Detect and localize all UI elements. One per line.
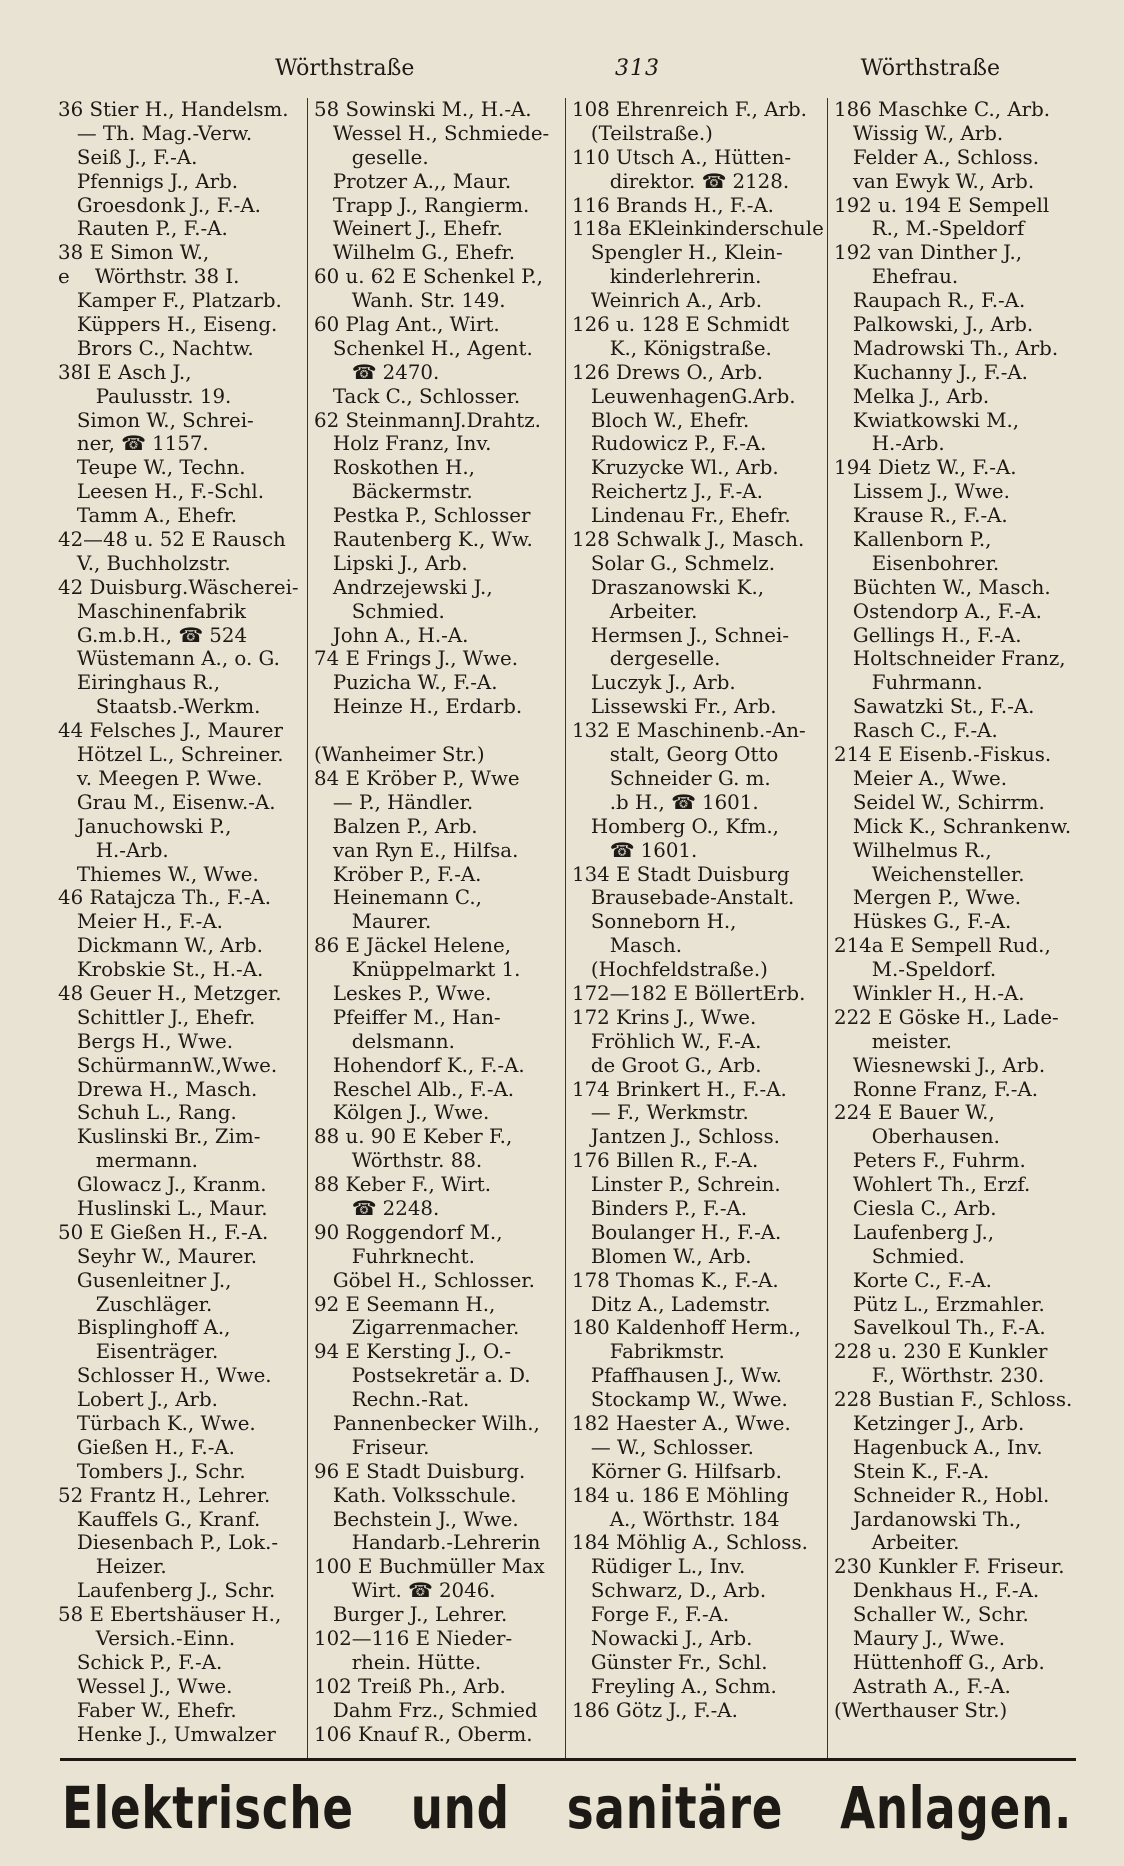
directory-entry-line: 174 Brinkert H., F.-A.	[572, 1077, 787, 1101]
directory-entry-line: Wessel H., Schmiede-	[314, 121, 550, 145]
directory-entry-line: Lindenau Fr., Ehefr.	[572, 504, 791, 528]
directory-entry-line: dergeselle.	[572, 647, 721, 671]
directory-entry-line: 44 Felsches J., Maurer	[58, 719, 283, 743]
directory-entry-line: Ketzinger J., Arb.	[834, 1411, 1025, 1435]
directory-entry-line: Groesdonk J., F.-A.	[58, 193, 261, 217]
directory-entry-line: Heizer.	[58, 1555, 167, 1579]
directory-entry-line: 116 Brands H., F.-A.	[572, 193, 774, 217]
directory-entry-line: Stein K., F.-A.	[834, 1459, 990, 1483]
directory-entry-line: Tack C., Schlosser.	[314, 384, 521, 408]
directory-entry-line: 58 Sowinski M., H.-A.	[314, 98, 532, 121]
directory-entry-line: 186 Maschke C., Arb.	[834, 98, 1051, 121]
directory-entry-line: 230 Kunkler F. Friseur.	[834, 1555, 1065, 1579]
directory-entry-line: H.-Arb.	[834, 432, 945, 456]
bottom-divider	[60, 1758, 1076, 1761]
directory-entry-line: Gießen H., F.-A.	[58, 1435, 235, 1459]
directory-entry-line: Fröhlich W., F.-A.	[572, 1029, 762, 1053]
directory-entry-line: Dahm Frz., Schmied	[314, 1698, 538, 1722]
directory-entry-line: van Ryn E., Hilfsa.	[314, 838, 519, 862]
directory-entry-line: Arbeiter.	[572, 599, 698, 623]
directory-entry-line: 178 Thomas K., F.-A.	[572, 1268, 779, 1292]
directory-entry-line: Seiß J., F.-A.	[58, 145, 198, 169]
directory-entry-line: 134 E Stadt Duisburg	[572, 862, 790, 886]
directory-entry-line: 186 Götz J., F.-A.	[572, 1698, 738, 1722]
directory-entry-line: Weichensteller.	[834, 862, 1025, 886]
header-right-street: Wörthstraße	[860, 55, 1000, 81]
directory-entry-line: Kamper F., Platzarb.	[58, 289, 282, 313]
directory-entry-line: Winkler H., H.-A.	[834, 981, 1025, 1005]
directory-entry-line: ner, ☎ 1157.	[58, 432, 209, 456]
directory-entry-line: Versich.-Einn.	[58, 1627, 236, 1650]
directory-entry-line: Eisenbohrer.	[834, 551, 1000, 575]
directory-entry-line: Wissig W., Arb.	[834, 121, 1004, 145]
directory-entry-line: Freyling A., Schm.	[572, 1674, 777, 1698]
directory-entry-line: Spengler H., Klein-	[572, 241, 783, 265]
directory-entry-line: Korte C., F.-A.	[834, 1268, 992, 1292]
directory-entry-line: Gusenleitner J.,	[58, 1268, 232, 1292]
directory-entry-line: Pfennigs J., Arb.	[58, 169, 239, 193]
directory-entry-line: Hermsen J., Schnei-	[572, 623, 790, 647]
directory-entry-line: Zuschläger.	[58, 1292, 213, 1316]
directory-entry-line: Kwiatkowski M.,	[834, 408, 1020, 432]
directory-entry-line: Glowacz J., Kranm.	[58, 1173, 267, 1197]
ad-word-2: und	[410, 1774, 510, 1842]
directory-entry-line: Pestka P., Schlosser	[314, 504, 531, 528]
directory-entry-line: 108 Ehrenreich F., Arb.	[572, 98, 807, 121]
directory-entry-line: Diesenbach P., Lok.-	[58, 1531, 279, 1555]
directory-entry-line: Palkowski, J., Arb.	[834, 313, 1034, 337]
directory-entry-line: Hagenbuck A., Inv.	[834, 1435, 1043, 1459]
directory-entry-line: 74 E Frings J., Wwe.	[314, 647, 519, 671]
directory-entry-line: 194 Dietz W., F.-A.	[834, 456, 1017, 480]
directory-entry-line: Tamm A., Ehefr.	[58, 504, 238, 528]
ad-word-4: Anlagen.	[840, 1774, 1073, 1842]
directory-entry-line: Linster P., Schrein.	[572, 1173, 781, 1197]
directory-entry-line: Wessel J., Wwe.	[58, 1674, 233, 1698]
directory-entry-line: Sawatzki St., F.-A.	[834, 695, 1035, 719]
directory-entry-line: 94 E Kersting J., O.-	[314, 1340, 511, 1364]
directory-entry-line: Pannenbecker Wilh.,	[314, 1411, 540, 1435]
directory-entry-line: Brors C., Nachtw.	[58, 336, 254, 360]
directory-entry-line: 214 E Eisenb.-Fiskus.	[834, 743, 1052, 767]
directory-entry-line: Rudowicz P., F.-A.	[572, 432, 767, 456]
directory-entry-line: Ditz A., Lademstr.	[572, 1292, 771, 1316]
directory-entry-line: Schittler J., Ehefr.	[58, 1005, 256, 1029]
directory-entry-line: Bergs H., Wwe.	[58, 1029, 234, 1053]
directory-entry-line: Fuhrmann.	[834, 671, 983, 695]
directory-entry-line: meister.	[834, 1029, 952, 1053]
directory-entry-line: V., Buchholzstr.	[58, 551, 231, 575]
directory-entry-line: Göbel H., Schlosser.	[314, 1268, 535, 1292]
directory-entry-line: Mick K., Schrankenw.	[834, 814, 1072, 838]
directory-entry-line: Rasch C., F.-A.	[834, 719, 998, 743]
directory-entry-line: (Wanheimer Str.)	[314, 743, 485, 767]
directory-entry-line: Ciesla C., Arb.	[834, 1196, 997, 1220]
directory-entry-line: 90 Roggendorf M.,	[314, 1220, 503, 1244]
directory-entry-line: Paulusstr. 19.	[58, 384, 232, 408]
directory-entry-line: — Th. Mag.-Verw.	[58, 121, 253, 145]
directory-entry-line: Wilhelm G., Ehefr.	[314, 241, 516, 265]
directory-entry-line: G.m.b.H., ☎ 524	[58, 623, 248, 647]
directory-entry-line: Büchten W., Masch.	[834, 575, 1051, 599]
directory-entry-line: 48 Geuer H., Metzger.	[58, 981, 282, 1005]
directory-entry-line: H.-Arb.	[58, 838, 169, 862]
directory-entry-line: Melka J., Arb.	[834, 384, 990, 408]
directory-entry-line: Homberg O., Kfm.,	[572, 814, 779, 838]
directory-entry-line: Laufenberg J.,	[834, 1220, 995, 1244]
directory-entry-line: .b H., ☎ 1601.	[572, 790, 759, 814]
directory-entry-line: 126 Drews O., Arb.	[572, 360, 764, 384]
directory-entry-line: Schick P., F.-A.	[58, 1650, 223, 1674]
directory-entry-line: Thiemes W., Wwe.	[58, 862, 259, 886]
directory-entry-line: Staatsb.-Werkm.	[58, 695, 261, 719]
directory-entry-line: Seyhr W., Maurer.	[58, 1244, 258, 1268]
directory-entry-line: 214a E Sempell Rud.,	[834, 934, 1051, 958]
directory-entry-line: 110 Utsch A., Hütten-	[572, 145, 792, 169]
directory-entry-line: mermann.	[58, 1149, 198, 1173]
directory-entry-line: Wirt. ☎ 2046.	[314, 1579, 496, 1603]
directory-entry-line: Wüstemann A., o. G.	[58, 647, 280, 671]
directory-entry-line: Lissewski Fr., Arb.	[572, 695, 777, 719]
directory-entry-line: 182 Haester A., Wwe.	[572, 1411, 791, 1435]
directory-entry-line: 38I E Asch J.,	[58, 360, 192, 384]
column-3	[566, 98, 828, 1758]
directory-entry-line: Maschinenfabrik	[58, 599, 246, 623]
directory-entry-line: Savelkoul Th., F.-A.	[834, 1316, 1046, 1340]
directory-entry-line: A., Wörthstr. 184	[572, 1507, 780, 1531]
directory-entry-line: 106 Knauf R., Oberm.	[314, 1722, 533, 1746]
directory-entry-line: 128 Schwalk J., Masch.	[572, 528, 805, 552]
directory-entry-line: Eiringhaus R.,	[58, 671, 220, 695]
directory-entry-line: Tombers J., Schr.	[58, 1459, 246, 1483]
directory-entry-line: Ronne Franz, F.-A.	[834, 1077, 1039, 1101]
directory-entry-line: 228 Bustian F., Schloss.	[834, 1388, 1073, 1412]
directory-entry-line: Eisenträger.	[58, 1340, 219, 1364]
directory-entry-line: Schlosser H., Wwe.	[58, 1364, 272, 1388]
directory-entry-line: Ehefrau.	[834, 265, 959, 289]
directory-entry-line: — P., Händler.	[314, 790, 474, 814]
directory-entry-line: 86 E Jäckel Helene,	[314, 934, 512, 958]
directory-entry-line: Rautenberg K., Ww.	[314, 528, 533, 552]
directory-entry-line: Seidel W., Schirrm.	[834, 790, 1045, 814]
directory-entry-line: Meier A., Wwe.	[834, 766, 1008, 790]
directory-entry-line: Peters F., Fuhrm.	[834, 1149, 1026, 1173]
directory-entry-line: Krause R., F.-A.	[834, 504, 1008, 528]
directory-entry-line: Knüppelmarkt 1.	[314, 958, 521, 982]
directory-entry-line: Wilhelmus R.,	[834, 838, 992, 862]
directory-entry-line: Astrath A., F.-A.	[834, 1674, 1011, 1698]
directory-entry-line: delsmann.	[314, 1029, 455, 1053]
directory-entry-line: 58 E Ebertshäuser H.,	[58, 1603, 282, 1627]
column-2	[308, 98, 566, 1758]
directory-entry-line: Nowacki J., Arb.	[572, 1627, 753, 1650]
directory-entry-line: K., Königstraße.	[572, 336, 772, 360]
page-number: 313	[615, 55, 660, 81]
directory-entry-line: Puzicha W., F.-A.	[314, 671, 498, 695]
directory-entry-line: Felder A., Schloss.	[834, 145, 1039, 169]
directory-entry-line: de Groot G., Arb.	[572, 1053, 762, 1077]
column-4	[828, 98, 1076, 1758]
directory-entry-line: Sonneborn H.,	[572, 910, 737, 934]
header-left-street: Wörthstraße	[275, 55, 415, 81]
directory-entry-line: Madrowski Th., Arb.	[834, 336, 1059, 360]
directory-entry-line: 46 Ratajcza Th., F.-A.	[58, 886, 272, 910]
directory-entry-line: Küppers H., Eiseng.	[58, 313, 278, 337]
directory-entry-line: 132 E Maschinenb.-An-	[572, 719, 806, 743]
directory-entry-line: Reschel Alb., F.-A.	[314, 1077, 515, 1101]
directory-entry-line: 126 u. 128 E Schmidt	[572, 313, 790, 337]
directory-entry-line: Heinze H., Erdarb.	[314, 695, 523, 719]
directory-entry-line: Lobert J., Arb.	[58, 1388, 218, 1412]
directory-entry-line: 92 E Seemann H.,	[314, 1292, 496, 1316]
directory-entry-line: Fuhrknecht.	[314, 1244, 475, 1268]
directory-entry-line: stalt, Georg Otto	[572, 743, 779, 767]
directory-entry-line: Rauten P., F.-A.	[58, 217, 228, 241]
directory-entry-line: Kölgen J., Wwe.	[314, 1101, 490, 1125]
directory-entry-line: Teupe W., Techn.	[58, 456, 246, 480]
directory-entry-line: (Hochfeldstraße.)	[572, 958, 768, 982]
directory-entry-line: 176 Billen R., F.-A.	[572, 1149, 759, 1173]
directory-entry-line: Balzen P., Arb.	[314, 814, 478, 838]
directory-entry-line: Schuh L., Rang.	[58, 1101, 237, 1125]
directory-entry-line: Schneider R., Hobl.	[834, 1483, 1050, 1507]
directory-entry-line: — F., Werkmstr.	[572, 1101, 749, 1125]
directory-entry-line: 222 E Göske H., Lade-	[834, 1005, 1059, 1029]
directory-entry-line: Wohlert Th., Erzf.	[834, 1173, 1031, 1197]
directory-entry-line: Krobskie St., H.-A.	[58, 958, 264, 982]
directory-entry-line: Schenkel H., Agent.	[314, 336, 533, 360]
directory-entry-line: Handarb.-Lehrerin	[314, 1531, 541, 1555]
directory-columns	[52, 98, 1076, 1758]
directory-entry-line: 42—48 u. 52 E Rausch	[58, 528, 286, 552]
directory-entry-line: Jardanowski Th.,	[834, 1507, 1022, 1531]
directory-entry-line: Mergen P., Wwe.	[834, 886, 1022, 910]
directory-entry-line: 228 u. 230 E Kunkler	[834, 1340, 1048, 1364]
directory-entry-line	[314, 719, 563, 743]
directory-entry-line: Weinert J., Ehefr.	[314, 217, 503, 241]
directory-entry-line: Burger J., Lehrer.	[314, 1603, 508, 1627]
directory-entry-line: 102—116 E Nieder-	[314, 1627, 513, 1650]
directory-entry-line: Pfeiffer M., Han-	[314, 1005, 501, 1029]
directory-entry-line: Lipski J., Arb.	[314, 551, 468, 575]
directory-entry-line: Schaller W., Schr.	[834, 1603, 1029, 1627]
directory-entry-line: Roskothen H.,	[314, 456, 475, 480]
directory-entry-line: 192 u. 194 E Sempell	[834, 193, 1050, 217]
directory-entry-line: Bechstein J., Wwe.	[314, 1507, 519, 1531]
directory-entry-line: e Wörthstr. 38 I.	[58, 265, 240, 289]
directory-entry-line: Binders P., F.-A.	[572, 1196, 748, 1220]
directory-entry-line: Laufenberg J., Schr.	[58, 1579, 276, 1603]
directory-entry-line: LeuwenhagenG.Arb.	[572, 384, 796, 408]
directory-entry-line: Wiesnewski J., Arb.	[834, 1053, 1046, 1077]
directory-entry-line: Reichertz J., F.-A.	[572, 480, 763, 504]
directory-entry-line: Zigarrenmacher.	[314, 1316, 520, 1340]
directory-entry-line: ☎ 1601.	[572, 838, 698, 862]
directory-entry-line: van Ewyk W., Arb.	[834, 169, 1035, 193]
directory-entry-line: 84 E Kröber P., Wwe	[314, 766, 520, 790]
directory-entry-line: Boulanger H., F.-A.	[572, 1220, 782, 1244]
directory-entry-line: Rüdiger L., Inv.	[572, 1555, 746, 1579]
directory-entry-line: Leskes P., Wwe.	[314, 981, 492, 1005]
directory-entry-line: Maurer.	[314, 910, 432, 934]
directory-entry-line: Schneider G. m.	[572, 766, 771, 790]
ad-word-1: Elektrische	[62, 1774, 354, 1842]
column-1	[52, 98, 308, 1758]
directory-entry-line: John A., H.-A.	[314, 623, 469, 647]
directory-entry-line: Brausebade-Anstalt.	[572, 886, 795, 910]
directory-entry-line: Trapp J., Rangierm.	[314, 193, 530, 217]
directory-entry-line: Türbach K., Wwe.	[58, 1411, 256, 1435]
directory-entry-line: ☎ 2470.	[314, 360, 440, 384]
directory-entry-line: 184 Möhlig A., Schloss.	[572, 1531, 808, 1555]
directory-entry-line: Leesen H., F.-Schl.	[58, 480, 265, 504]
directory-entry-line: Andrzejewski J.,	[314, 575, 493, 599]
directory-entry-line: Faber W., Ehefr.	[58, 1698, 237, 1722]
directory-entry-line: Kruzycke Wl., Arb.	[572, 456, 779, 480]
directory-entry-line: 38 E Simon W.,	[58, 241, 210, 265]
directory-entry-line: Draszanowski K.,	[572, 575, 765, 599]
directory-entry-line: 42 Duisburg.Wäscherei-	[58, 575, 299, 599]
directory-entry-line: Friseur.	[314, 1435, 430, 1459]
directory-entry-line: rhein. Hütte.	[314, 1650, 482, 1674]
directory-entry-line: Pütz L., Erzmahler.	[834, 1292, 1045, 1316]
directory-entry-line: Hohendorf K., F.-A.	[314, 1053, 525, 1077]
directory-entry-line: Protzer A.,, Maur.	[314, 169, 512, 193]
directory-entry-line: Bisplinghoff A.,	[58, 1316, 231, 1340]
directory-entry-line: Kath. Volksschule.	[314, 1483, 517, 1507]
directory-entry-line: Simon W., Schrei-	[58, 408, 254, 432]
directory-entry-line: Rechn.-Rat.	[314, 1388, 470, 1412]
directory-entry-line: Fabrikmstr.	[572, 1340, 725, 1364]
page-header	[60, 48, 1070, 88]
directory-entry-line: Holtschneider Franz,	[834, 647, 1066, 671]
directory-entry-line: Januchowski P.,	[58, 814, 232, 838]
directory-entry-line: 60 u. 62 E Schenkel P.,	[314, 265, 543, 289]
directory-entry-line: Schmied.	[834, 1244, 965, 1268]
directory-entry-line: Luczyk J., Arb.	[572, 671, 736, 695]
directory-entry-line: 172 Krins J., Wwe.	[572, 1005, 757, 1029]
directory-entry-line: direktor. ☎ 2128.	[572, 169, 790, 193]
directory-entry-line: v. Meegen P. Wwe.	[58, 766, 263, 790]
directory-entry-line: Blomen W., Arb.	[572, 1244, 752, 1268]
directory-entry-line: Postsekretär a. D.	[314, 1364, 531, 1388]
directory-entry-line: geselle.	[314, 145, 429, 169]
directory-entry-line: Solar G., Schmelz.	[572, 551, 776, 575]
directory-entry-line: F., Wörthstr. 230.	[834, 1364, 1045, 1388]
directory-entry-line: Masch.	[572, 934, 683, 958]
directory-entry-line: Kallenborn P.,	[834, 528, 992, 552]
directory-entry-line: R., M.-Speldorf	[834, 217, 1025, 241]
directory-entry-line: Meier H., F.-A.	[58, 910, 223, 934]
directory-entry-line: Hüskes G., F.-A.	[834, 910, 1012, 934]
directory-entry-line: Maury J., Wwe.	[834, 1627, 1006, 1650]
directory-entry-line: Kauffels G., Kranf.	[58, 1507, 261, 1531]
directory-entry-line: Wörthstr. 88.	[314, 1149, 483, 1173]
directory-entry-line: (Werthauser Str.)	[834, 1698, 1008, 1722]
directory-entry-line: Kuchanny J., F.-A.	[834, 360, 1028, 384]
directory-entry-line: 60 Plag Ant., Wirt.	[314, 313, 500, 337]
directory-entry-line: Henke J., Umwalzer	[58, 1722, 276, 1746]
directory-entry-line: Weinrich A., Arb.	[572, 289, 763, 313]
directory-entry-line: 118a EKleinkinderschule	[572, 217, 824, 241]
directory-entry-line: Holz Franz, Inv.	[314, 432, 492, 456]
directory-entry-line: Raupach R., F.-A.	[834, 289, 1026, 313]
directory-entry-line: Wanh. Str. 149.	[314, 289, 506, 313]
directory-entry-line: Lissem J., Wwe.	[834, 480, 1010, 504]
directory-entry-line: Jantzen J., Schloss.	[572, 1125, 780, 1149]
directory-entry-line: 50 E Gießen H., F.-A.	[58, 1220, 269, 1244]
directory-entry-line: Arbeiter.	[834, 1531, 960, 1555]
directory-entry-line: Hötzel L., Schreiner.	[58, 743, 284, 767]
directory-entry-line: Pfaffhausen J., Ww.	[572, 1364, 782, 1388]
directory-entry-line: 102 Treiß Ph., Arb.	[314, 1674, 506, 1698]
directory-entry-line: 62 SteinmannJ.Drahtz.	[314, 408, 541, 432]
directory-entry-line: Stockamp W., Wwe.	[572, 1388, 788, 1412]
directory-entry-line: 224 E Bauer W.,	[834, 1101, 995, 1125]
directory-entry-line: Körner G. Hilfsarb.	[572, 1459, 782, 1483]
directory-entry-line: — W., Schlosser.	[572, 1435, 754, 1459]
directory-entry-line: (Teilstraße.)	[572, 121, 713, 145]
directory-entry-line: 52 Frantz H., Lehrer.	[58, 1483, 271, 1507]
directory-entry-line: Dickmann W., Arb.	[58, 934, 263, 958]
directory-entry-line: Bäckermstr.	[314, 480, 473, 504]
directory-entry-line: 88 u. 90 E Keber F.,	[314, 1125, 513, 1149]
directory-entry-line: 88 Keber F., Wirt.	[314, 1173, 492, 1197]
directory-entry-line: 192 van Dinther J.,	[834, 241, 1023, 265]
directory-entry-line: Denkhaus H., F.-A.	[834, 1579, 1040, 1603]
directory-entry-line: Kuslinski Br., Zim-	[58, 1125, 261, 1149]
directory-entry-line: Kröber P., F.-A.	[314, 862, 482, 886]
directory-entry-line: Grau M., Eisenw.-A.	[58, 790, 276, 814]
directory-entry-line: Drewa H., Masch.	[58, 1077, 258, 1101]
directory-entry-line: 180 Kaldenhoff Herm.,	[572, 1316, 801, 1340]
directory-entry-line: SchürmannW.,Wwe.	[58, 1053, 278, 1077]
directory-entry-line: 172—182 E BöllertErb.	[572, 981, 806, 1005]
directory-entry-line: Bloch W., Ehefr.	[572, 408, 750, 432]
directory-entry-line: kinderlehrerin.	[572, 265, 762, 289]
directory-entry-line: 36 Stier H., Handelsm.	[58, 98, 289, 121]
ad-word-3: sanitäre	[566, 1774, 784, 1842]
directory-entry-line: M.-Speldorf.	[834, 958, 997, 982]
directory-entry-line: Oberhausen.	[834, 1125, 1000, 1149]
directory-entry-line: Gellings H., F.-A.	[834, 623, 1022, 647]
directory-entry-line: 184 u. 186 E Möhling	[572, 1483, 790, 1507]
directory-entry-line: 100 E Buchmüller Max	[314, 1555, 545, 1579]
directory-entry-line: Forge F., F.-A.	[572, 1603, 730, 1627]
directory-entry-line: Hüttenhoff G., Arb.	[834, 1650, 1045, 1674]
directory-entry-line: ☎ 2248.	[314, 1196, 440, 1220]
directory-entry-line: Schmied.	[314, 599, 445, 623]
directory-entry-line: Heinemann C.,	[314, 886, 482, 910]
directory-entry-line: 96 E Stadt Duisburg.	[314, 1459, 526, 1483]
directory-entry-line: Huslinski L., Maur.	[58, 1196, 268, 1220]
advertisement-banner	[62, 1768, 1072, 1848]
directory-entry-line: Günster Fr., Schl.	[572, 1650, 768, 1674]
directory-entry-line: Schwarz, D., Arb.	[572, 1579, 767, 1603]
directory-entry-line: Ostendorp A., F.-A.	[834, 599, 1042, 623]
